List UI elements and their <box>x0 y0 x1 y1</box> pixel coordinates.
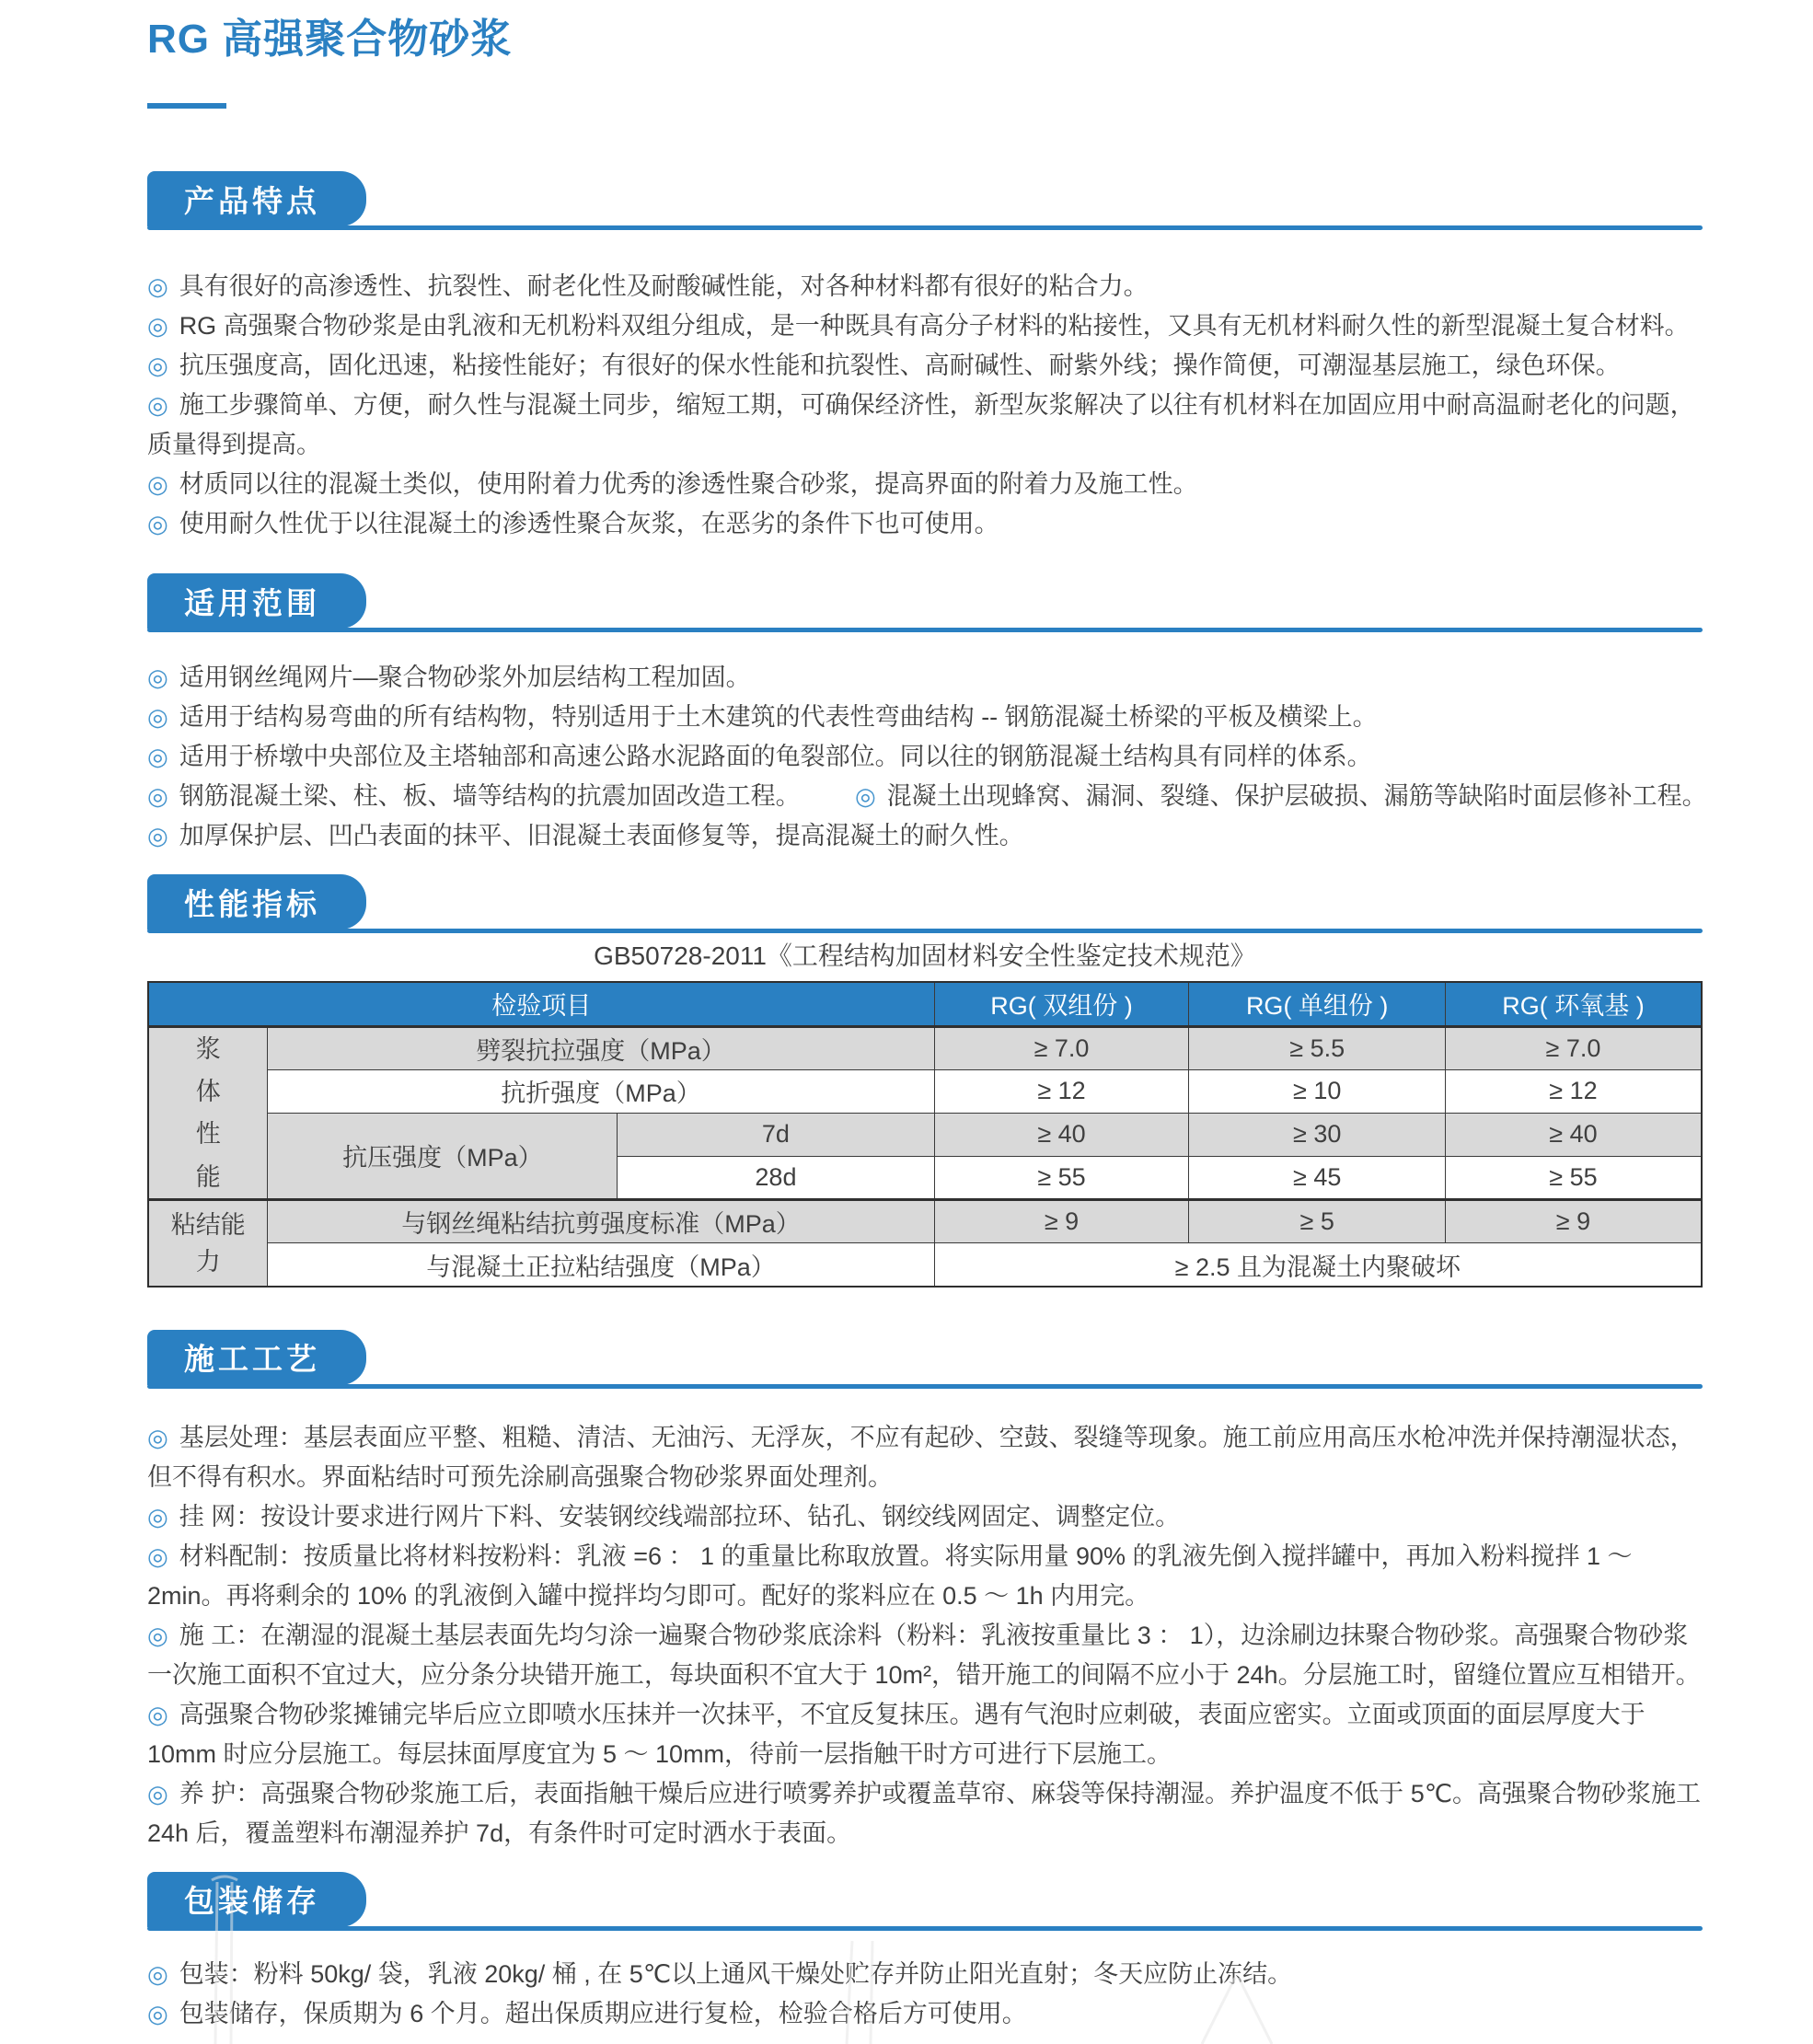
cell-value: ≥ 40 <box>934 1113 1189 1157</box>
row-label: 与钢丝绳粘结抗剪强度标准（MPa） <box>268 1200 934 1243</box>
list-item-text: 具有很好的高渗透性、抗裂性、耐老化性及耐酸碱性能，对各种材料都有很好的粘合力。 <box>179 272 1149 300</box>
list-item-text: 混凝土出现蜂窝、漏洞、裂缝、保护层破损、漏筋等缺陷时面层修补工程。 <box>886 782 1707 810</box>
list-item <box>147 816 1703 856</box>
list-item <box>147 465 1703 504</box>
section-header-performance <box>147 874 1703 933</box>
list-item-text: RG 高强聚合物砂浆是由乳液和无机粉料双组分组成，是一种既具有高分子材料的粘接性，又具有无机材料耐久性的新型混凝土复合材料。 <box>179 312 1690 340</box>
scope-list <box>147 658 1707 856</box>
background-sketch <box>120 1869 1408 2044</box>
cell-value: ≥ 7.0 <box>934 1026 1189 1069</box>
list-item <box>147 737 1703 777</box>
row-label: 与混凝土正拉粘结强度（MPa） <box>268 1243 934 1287</box>
title-underline <box>147 103 226 109</box>
bullet-icon: ◎ <box>147 664 168 691</box>
row-group-bond: 粘结能力 <box>148 1200 268 1287</box>
list-item-text: 适用于结构易弯曲的所有结构物，特别适用于土木建筑的代表性弯曲结构 -- 钢筋混凝土桥梁的平板及横梁上。 <box>179 703 1378 731</box>
cell-value: ≥ 12 <box>1445 1069 1702 1113</box>
bullet-icon: ◎ <box>147 1700 168 1728</box>
list-item-text: 施工步骤简单、方便，耐久性与混凝土同步，缩短工期，可确保经济性，新型灰浆解决了以往有机材料在加固应用中耐高温耐老化的问题，质量得到提高。 <box>147 391 1695 458</box>
row-sublabel: 7d <box>618 1113 934 1157</box>
cell-value: ≥ 12 <box>934 1069 1189 1113</box>
list-item-text: 加厚保护层、凹凸表面的抹平、旧混凝土表面修复等，提高混凝土的耐久性。 <box>179 822 1024 849</box>
table-row <box>148 1243 1702 1287</box>
list-item <box>147 1695 1703 1774</box>
section-header-scope <box>147 573 1703 632</box>
col-header-rg1: RG( 单组份 ) <box>1189 982 1446 1026</box>
row-label: 抗折强度（MPa） <box>268 1069 934 1113</box>
bullet-icon: ◎ <box>147 470 168 498</box>
list-item-text: 适用钢丝绳网片—聚合物砂浆外加层结构工程加固。 <box>179 664 751 691</box>
table-row <box>148 1069 1702 1113</box>
section-rule <box>147 929 1703 933</box>
list-item-text: 适用于桥墩中央部位及主塔轴部和高速公路水泥路面的龟裂部位。同以往的钢筋混凝土结构具有同样的体系。 <box>179 743 1372 770</box>
bullet-icon: ◎ <box>147 1959 168 1988</box>
cell-value: ≥ 55 <box>1445 1157 1702 1200</box>
bullet-icon: ◎ <box>147 1779 168 1807</box>
list-item-text: 施 工：在潮湿的混凝土基层表面先均匀涂一遍聚合物砂浆底涂料（粉料：乳液按重量比 3 ： 1），边涂刷边抹聚合物砂浆。高强聚合物砂浆一次施工面积不宜过大，应分条分块错开施工，每块面积不宜大于 10m²，错开施工的间隔不应小于 24h。分层施工时，留缝位置应互相错开。 <box>147 1621 1701 1689</box>
section-header-process <box>147 1330 1703 1389</box>
section-badge-performance: 性能指标 <box>147 874 366 930</box>
cell-value: ≥ 5.5 <box>1189 1026 1446 1069</box>
page-title: RG 高强聚合物砂浆 <box>147 17 513 62</box>
table-caption: GB50728-2011《工程结构加固材料安全性鉴定技术规范》 <box>594 941 1256 970</box>
section-rule <box>147 225 1703 230</box>
row-group-slurry: 浆体性能 <box>148 1026 268 1200</box>
list-item <box>147 386 1703 465</box>
bullet-icon: ◎ <box>147 743 168 770</box>
bullet-icon: ◎ <box>147 510 168 537</box>
section-badge-scope: 适用范围 <box>147 573 366 629</box>
list-item-text: 钢筋混凝土梁、柱、板、墙等结构的抗震加固改造工程。 <box>179 782 801 810</box>
cell-value: ≥ 40 <box>1445 1113 1702 1157</box>
bullet-icon: ◎ <box>147 312 168 340</box>
bullet-icon: ◎ <box>147 1423 168 1451</box>
bullet-icon: ◎ <box>147 1621 168 1649</box>
bullet-icon: ◎ <box>147 1542 168 1570</box>
list-item <box>147 1537 1703 1616</box>
list-item-text: 基层处理：基层表面应平整、粗糙、清洁、无油污、无浮灰，不应有起砂、空鼓、裂缝等现象。施工前应用高压水枪冲洗并保持潮湿状态，但不得有积水。界面粘结时可预先涂刷高强聚合物砂浆界面处理剂。 <box>147 1423 1695 1491</box>
list-item-text: 材质同以往的混凝土类似，使用附着力优秀的渗透性聚合砂浆，提高界面的附着力及施工性。 <box>179 470 1198 498</box>
list-item-text: 高强聚合物砂浆摊铺完毕后应立即喷水压抹并一次抹平，不宜反复抹压。遇有气泡时应刺破，表面应密实。立面或顶面的面层厚度大于 10mm 时应分层施工。每层抹面厚度宜为 5 ～ 10mm，待前一层指触干时方可进行下层施工。 <box>147 1700 1646 1768</box>
list-item <box>147 306 1703 346</box>
cell-value: ≥ 30 <box>1189 1113 1446 1157</box>
bullet-icon: ◎ <box>854 782 876 810</box>
table-header-row <box>148 982 1702 1026</box>
features-list <box>147 267 1703 544</box>
bullet-icon: ◎ <box>147 703 168 731</box>
process-list <box>147 1418 1703 1853</box>
cell-value-merged: ≥ 2.5 且为混凝土内聚破坏 <box>934 1243 1702 1287</box>
list-item <box>147 1616 1703 1695</box>
list-item-pair <box>147 777 1707 816</box>
cell-value: ≥ 10 <box>1189 1069 1446 1113</box>
bullet-icon: ◎ <box>147 1502 168 1530</box>
list-item-text: 抗压强度高，固化迅速，粘接性能好；有很好的保水性能和抗裂性、高耐碱性、耐紫外线；操作简便，可潮湿基层施工，绿色环保。 <box>179 352 1621 379</box>
section-badge-process: 施工工艺 <box>147 1330 366 1385</box>
list-item <box>147 1497 1703 1537</box>
bullet-icon: ◎ <box>147 352 168 379</box>
col-header-rg2: RG( 双组份 ) <box>934 982 1189 1026</box>
list-item <box>147 698 1703 737</box>
row-label: 抗压强度（MPa） <box>268 1113 618 1200</box>
section-badge-features: 产品特点 <box>147 171 366 226</box>
list-item <box>147 346 1703 386</box>
cell-value: ≥ 55 <box>934 1157 1189 1200</box>
cell-value: ≥ 7.0 <box>1445 1026 1702 1069</box>
section-header-features <box>147 171 1703 230</box>
list-item-text: 使用耐久性优于以往混凝土的渗透性聚合灰浆，在恶劣的条件下也可使用。 <box>179 510 999 537</box>
pair-left <box>147 782 801 810</box>
performance-table <box>147 981 1703 1288</box>
list-item <box>147 1418 1703 1497</box>
list-item-text: 材料配制：按质量比将材料按粉料：乳液 =6 ： 1 的重量比称取放置。将实际用量 90% 的乳液先倒入搅拌罐中，再加入粉料搅拌 1 ～ 2min。再将剩余的 10% 的乳液倒入罐中搅拌均匀即可。配好的浆料应在 0.5 ～ 1h 内用完。 <box>147 1542 1633 1610</box>
section-rule <box>147 1384 1703 1389</box>
col-header-rg-epoxy: RG( 环氧基 ) <box>1445 982 1702 1026</box>
bullet-icon: ◎ <box>147 1999 168 2027</box>
bullet-icon: ◎ <box>147 822 168 849</box>
list-item <box>147 267 1703 306</box>
table-row <box>148 1026 1702 1069</box>
list-item-text: 养 护：高强聚合物砂浆施工后，表面指触干燥后应进行喷雾养护或覆盖草帘、麻袋等保持潮湿。养护温度不低于 5℃。高强聚合物砂浆施工 24h 后，覆盖塑料布潮湿养护 7d，有条件时可定时洒水于表面。 <box>147 1779 1702 1847</box>
list-item <box>147 1774 1703 1853</box>
list-item <box>147 504 1703 544</box>
bullet-icon: ◎ <box>147 782 168 810</box>
list-item-text: 包装储存，保质期为 6 个月。超出保质期应进行复检，检验合格后方可使用。 <box>179 1999 1027 2027</box>
section-rule <box>147 628 1703 632</box>
bullet-icon: ◎ <box>147 272 168 300</box>
section-badge-packaging: 包装储存 <box>147 1872 366 1927</box>
cell-value: ≥ 9 <box>1445 1200 1702 1243</box>
table-row <box>148 1113 1702 1157</box>
cell-value: ≥ 45 <box>1189 1157 1446 1200</box>
bullet-icon: ◎ <box>147 391 168 419</box>
cell-value: ≥ 5 <box>1189 1200 1446 1243</box>
cell-value: ≥ 9 <box>934 1200 1189 1243</box>
row-label: 劈裂抗拉强度（MPa） <box>268 1026 934 1069</box>
table-row <box>148 1200 1702 1243</box>
pair-right <box>855 777 1707 816</box>
row-sublabel: 28d <box>618 1157 934 1200</box>
list-item-text: 包装：粉料 50kg/ 袋，乳液 20kg/ 桶 , 在 5℃以上通风干燥处贮存并防止阳光直射；冬天应防止冻结。 <box>179 1959 1293 1988</box>
list-item-text: 挂 网：按设计要求进行网片下料、安装钢绞线端部拉环、钻孔、钢绞线网固定、调整定位。 <box>179 1502 1181 1530</box>
col-header-item: 检验项目 <box>148 982 934 1026</box>
list-item <box>147 658 1703 698</box>
